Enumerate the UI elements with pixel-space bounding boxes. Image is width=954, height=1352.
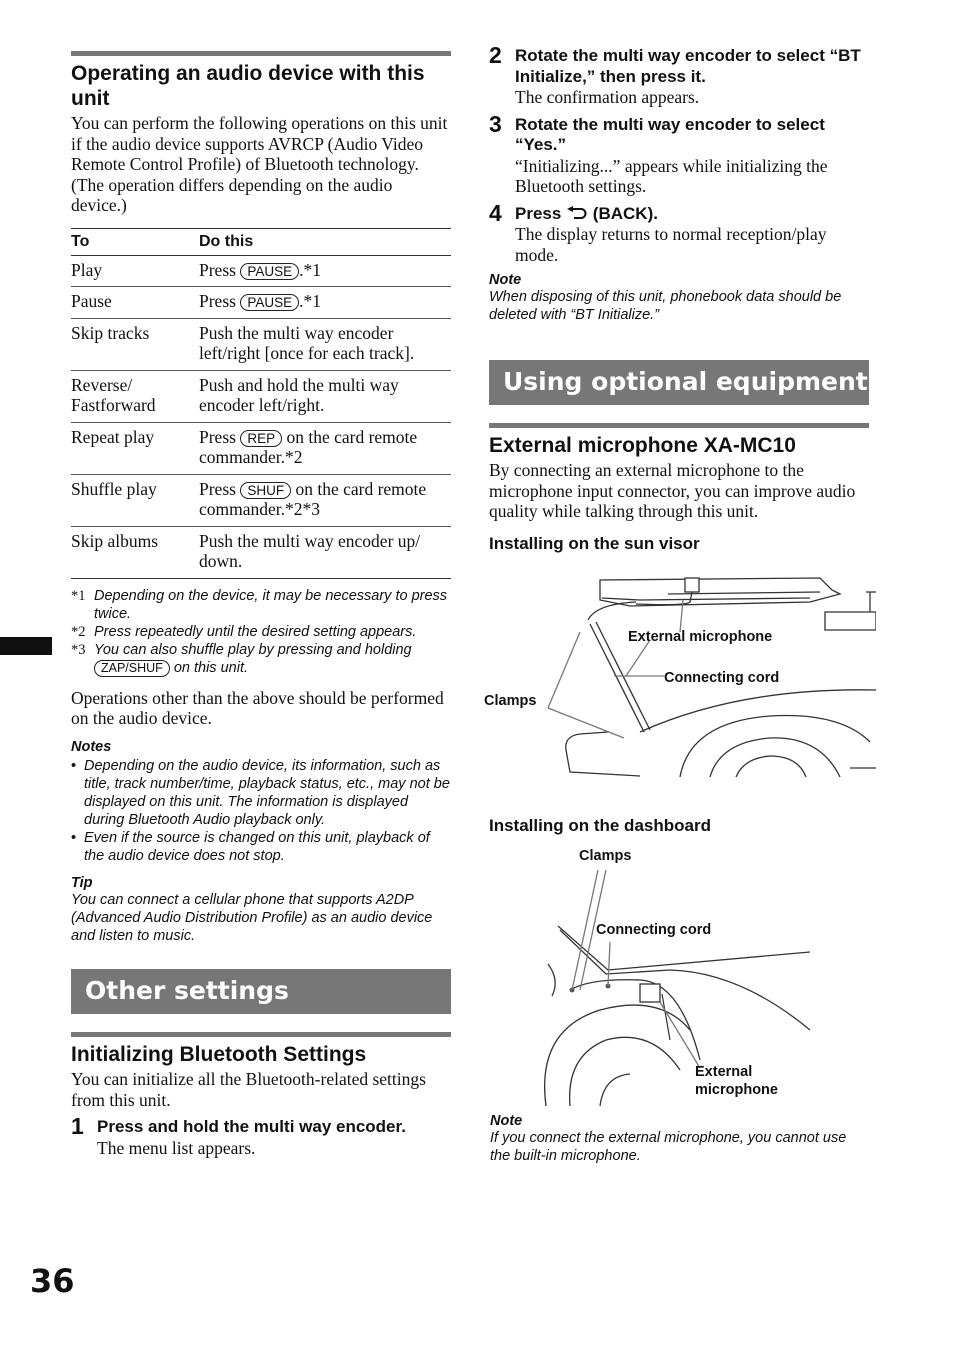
cell-text: Press: [199, 259, 241, 280]
cell-text: .*1: [299, 291, 321, 311]
mic-note-block: [490, 1113, 870, 1165]
other-settings-banner: Other settings: [71, 969, 451, 1014]
cell-to: Repeat play: [71, 422, 199, 474]
table-header-row: [71, 228, 451, 255]
table-row: [71, 318, 451, 370]
step-number: 3: [489, 110, 502, 137]
cell-to: Pause: [71, 287, 199, 319]
table-row: [71, 255, 451, 287]
pause-key: PAUSE: [240, 294, 299, 311]
back-arrow-icon: [566, 206, 588, 220]
cell-to: Play: [71, 255, 199, 287]
notes-block: [71, 739, 451, 865]
right-steps: [489, 42, 869, 324]
table-row: [71, 422, 451, 474]
step-2: [489, 42, 869, 108]
cell-do: Push and hold the multi way encoder left/right.: [199, 370, 451, 422]
dashboard-external-mic-label: [695, 1063, 778, 1099]
step-body: The menu list appears.: [97, 1137, 256, 1158]
table-row: [71, 526, 451, 578]
init-intro: You can initialize all the Bluetooth-related settings from this unit.: [71, 1069, 426, 1110]
cell-to: Skip tracks: [71, 318, 199, 370]
table-row: [71, 370, 451, 422]
footnote: [71, 641, 451, 677]
note-text: If you connect the external microphone, you cannot use the built-in microphone.: [490, 1130, 847, 1164]
cell-do: [199, 287, 451, 319]
sun-visor-clamps-label: Clamps: [484, 693, 537, 709]
dashboard-cord-label: Connecting cord: [596, 922, 712, 938]
cell-text: Press: [199, 426, 241, 447]
footnote: [71, 587, 451, 623]
dashboard-clamps-label: Clamps: [579, 848, 632, 864]
step-heading: Rotate the multi way encoder to select “BT Initialize,” then press it.: [515, 46, 861, 86]
mic-intro: By connecting an external microphone to the microphone input connector, you can improve audio quality while talking through this unit.: [489, 460, 856, 521]
step-number: 2: [489, 42, 502, 68]
cell-text: Press: [199, 478, 241, 499]
tip-block: [71, 875, 451, 945]
section-tab-marker: [0, 637, 52, 655]
mic-section: [489, 423, 869, 554]
step-4: [489, 199, 869, 266]
col-header-do: Do this: [199, 228, 451, 255]
footnote-text-post: on this unit.: [169, 659, 248, 676]
note-text: When disposing of this unit, phonebook data should be deleted with “BT Initialize.”: [489, 289, 842, 323]
footnote-mark: *3: [71, 641, 86, 658]
section-rule: [71, 1032, 451, 1037]
step-heading: Rotate the multi way encoder to select “Yes.”: [515, 114, 825, 154]
sun-visor-title: Installing on the sun visor: [489, 533, 700, 553]
notes-title: Notes: [71, 738, 112, 755]
note-title: Note: [490, 1113, 523, 1129]
step-heading-text: (BACK).: [592, 203, 658, 223]
step-heading: [515, 204, 869, 225]
cell-do: Push the multi way encoder up/ down.: [199, 526, 451, 578]
page-number: 36: [30, 1262, 75, 1300]
footnote-text: Press repeatedly until the desired setting appears.: [94, 623, 417, 640]
footnote-text: Depending on the device, it may be necessary to press twice.: [94, 587, 448, 622]
note-item: • Depending on the audio device, its information, such as title, track number/time, playback status, etc., may not be displayed on this unit. The information is displayed during Bluetooth Audio playback only.: [71, 757, 451, 829]
init-section: [71, 1032, 451, 1158]
step-heading: Press and hold the multi way encoder.: [97, 1117, 406, 1136]
col-header-to: To: [71, 228, 199, 255]
cell-text: Press: [199, 291, 241, 311]
zap-shuf-key: ZAP/SHUF: [94, 660, 170, 677]
note-block: [489, 272, 869, 324]
init-heading: Initializing Bluetooth Settings: [71, 1043, 367, 1066]
section-rule: [71, 51, 451, 56]
label-line: microphone: [695, 1082, 778, 1098]
footnote-text-main: You can also shuffle play by pressing and holding: [94, 641, 412, 658]
label-line: External: [695, 1064, 753, 1080]
step-3: [489, 110, 869, 197]
footnote-mark: *1: [71, 587, 86, 604]
sun-visor-external-mic-label: External microphone: [628, 629, 773, 645]
section-rule: [489, 423, 869, 428]
tip-text: You can connect a cellular phone that supports A2DP (Advanced Audio Distribution Profile) as an audio device and listen to music.: [71, 891, 433, 944]
tip-title: Tip: [71, 874, 93, 891]
rep-key: REP: [240, 430, 282, 447]
footnotes: [71, 587, 451, 677]
operations-table: [71, 228, 451, 579]
cell-do: [199, 474, 451, 526]
cell-do: [199, 255, 451, 287]
step-heading-text: Press: [515, 203, 562, 223]
cell-to: Reverse/ Fastforward: [71, 370, 199, 422]
left-column: [71, 51, 451, 945]
cell-do: Push the multi way encoder left/right [once for each track].: [199, 318, 451, 370]
cell-to: Skip albums: [71, 526, 199, 578]
cell-text: .*1: [299, 259, 321, 280]
pause-key: PAUSE: [240, 263, 299, 280]
optional-equipment-banner: Using optional equipment: [489, 360, 869, 405]
note-item: • Even if the source is changed on this unit, playback of the audio device does not stop.: [71, 829, 451, 865]
cell-text: on the card remote commander.*2*3: [199, 478, 427, 519]
dashboard-title: Installing on the dashboard: [489, 816, 711, 835]
cell-text: on the card remote commander.*2: [199, 426, 418, 467]
sun-visor-cord-label: Connecting cord: [664, 670, 780, 686]
footnote-mark: *2: [71, 623, 86, 640]
operations-other-text: Operations other than the above should be performed on the audio device.: [71, 687, 444, 728]
mic-heading: External microphone XA-MC10: [489, 434, 796, 457]
operating-intro: You can perform the following operations on this unit if the audio device supports AVRCP (Audio Video Remote Control Profile) of Bluetooth technology. (The operation differs depending on the audio device.): [71, 113, 448, 215]
cell-to: Shuffle play: [71, 474, 199, 526]
step-number: 4: [489, 199, 502, 226]
step-body: The confirmation appears.: [515, 87, 700, 107]
footnote: [71, 623, 451, 641]
table-row: [71, 287, 451, 319]
step-body: “Initializing...” appears while initializing the Bluetooth settings.: [515, 155, 828, 196]
step-number: 1: [71, 1113, 84, 1139]
footnote-text: [94, 641, 412, 677]
notes-list: [71, 757, 451, 865]
operating-heading: Operating an audio device with this unit: [71, 62, 425, 110]
note-title: Note: [489, 272, 522, 288]
shuf-key: SHUF: [240, 482, 291, 499]
step-body: The display returns to normal reception/play mode.: [515, 224, 827, 265]
step-1: [71, 1113, 451, 1158]
table-row: [71, 474, 451, 526]
cell-do: [199, 422, 451, 474]
